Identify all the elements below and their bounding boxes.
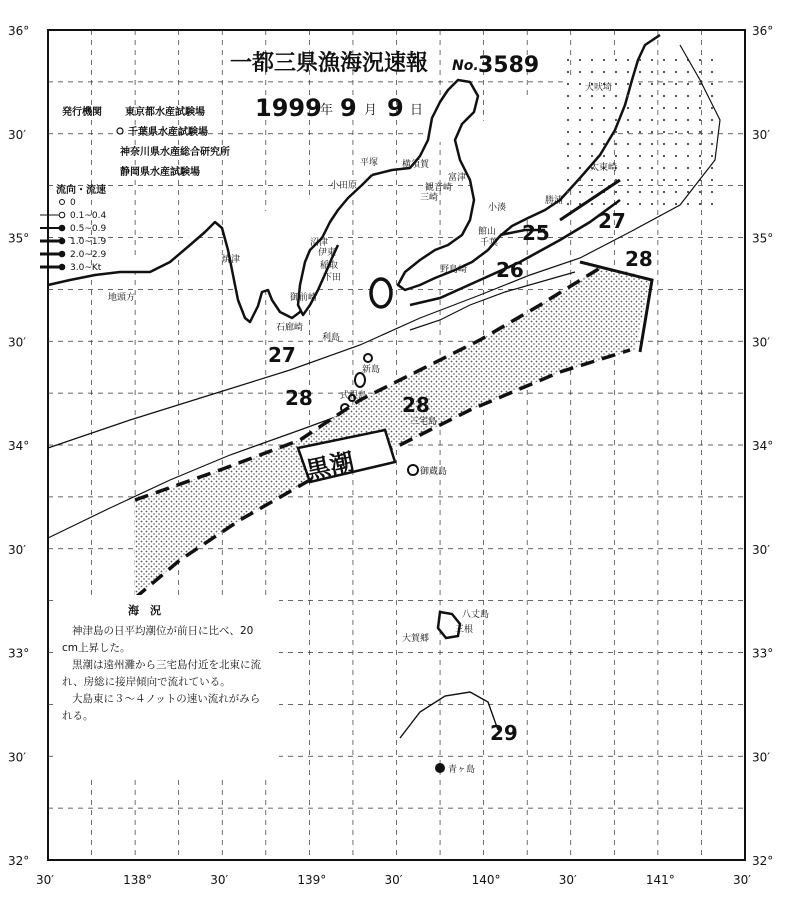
shelf-dot	[699, 83, 701, 85]
shelf-dot	[699, 203, 701, 205]
report-no-prefix: No.	[452, 58, 479, 74]
place-label: 沼津	[310, 238, 329, 248]
lon-label-bottom: 30′	[36, 873, 54, 887]
shelf-dot	[639, 179, 641, 181]
shelf-dot	[615, 107, 617, 109]
legend-item: 1.0~1.9	[70, 237, 107, 247]
place-label: 青ヶ島	[448, 765, 476, 775]
place-label: 三宅島	[410, 417, 438, 427]
shelf-dot	[699, 71, 701, 73]
shelf-dot	[711, 107, 713, 109]
shelf-dot	[567, 119, 569, 121]
place-label: 三根	[455, 625, 474, 635]
conditions-line: cm上昇した。	[62, 642, 131, 654]
legend-item: 0.1~0.4	[70, 211, 107, 221]
shelf-dot	[627, 95, 629, 97]
shelf-dot	[603, 179, 605, 181]
shelf-dot	[651, 191, 653, 193]
lat-label-left: 30′	[8, 127, 26, 142]
place-label: 稲取	[320, 261, 339, 271]
shelf-dot	[627, 143, 629, 145]
shelf-dot	[639, 107, 641, 109]
shelf-dot	[651, 155, 653, 157]
isotherm-28-center-label: 28	[402, 393, 430, 417]
shelf-dot	[639, 191, 641, 193]
shelf-dot	[579, 95, 581, 97]
place-label: 焼津	[222, 255, 241, 265]
shelf-dot	[579, 179, 581, 181]
shelf-dot	[699, 119, 701, 121]
place-label: 富津	[448, 173, 467, 183]
shelf-dot	[639, 119, 641, 121]
shelf-dot	[627, 119, 629, 121]
place-label: 伊東	[318, 248, 337, 258]
shelf-dot	[627, 71, 629, 73]
shelf-dot	[675, 95, 677, 97]
shelf-dot	[711, 191, 713, 193]
shelf-dot	[603, 203, 605, 205]
shelf-dot	[663, 59, 665, 61]
shelf-dot	[651, 119, 653, 121]
shelf-dot	[651, 167, 653, 169]
lat-label-right: 35°	[752, 231, 774, 246]
shelf-dot	[675, 119, 677, 121]
shelf-dot	[603, 71, 605, 73]
conditions-line: れ、房総に接岸傾向で流れている。	[62, 676, 231, 688]
date-month-unit: 月	[364, 103, 378, 118]
shelf-dot	[603, 131, 605, 133]
shelf-dot	[591, 143, 593, 145]
isotherm-29-label: 29	[490, 721, 518, 745]
lat-label-left: 30′	[8, 542, 26, 557]
shelf-dot	[615, 95, 617, 97]
island-toshima	[364, 354, 372, 362]
shelf-dot	[663, 167, 665, 169]
place-label: 地頭方	[108, 293, 136, 303]
conditions-line: 大島東に３～４ノットの速い流れがみら	[72, 693, 261, 705]
shelf-dot	[579, 143, 581, 145]
shelf-dot	[699, 131, 701, 133]
shelf-dot	[639, 155, 641, 157]
place-label: 観音崎	[425, 183, 453, 193]
place-label: 石廊崎	[276, 323, 304, 333]
legend-item: 0	[70, 198, 76, 208]
shelf-dot	[591, 59, 593, 61]
shelf-dot	[711, 59, 713, 61]
shelf-dot	[639, 71, 641, 73]
conditions-line: 黒潮は遠州灘から三宅島付近を北東に流	[72, 659, 261, 671]
legend-symbol-head	[59, 251, 65, 257]
shelf-dot	[567, 71, 569, 73]
shelf-dot	[627, 191, 629, 193]
place-label: 小湊	[488, 203, 507, 213]
shelf-dot	[663, 95, 665, 97]
map-title: 一都三県漁海況速報	[230, 51, 429, 76]
shelf-dot	[675, 203, 677, 205]
shelf-dot	[591, 119, 593, 121]
shelf-dot	[651, 83, 653, 85]
place-label: 新島	[362, 365, 381, 375]
shelf-dot	[663, 203, 665, 205]
date-month: 9	[340, 94, 357, 122]
shelf-dot	[579, 191, 581, 193]
shelf-dot	[663, 143, 665, 145]
shelf-dot	[639, 131, 641, 133]
shelf-dot	[675, 107, 677, 109]
shelf-dot	[615, 83, 617, 85]
shelf-dot	[591, 107, 593, 109]
shelf-dot	[591, 95, 593, 97]
place-label: 三崎	[420, 193, 439, 203]
shelf-dot	[567, 155, 569, 157]
shelf-dot	[711, 119, 713, 121]
shelf-dot	[711, 131, 713, 133]
shelf-dot	[627, 167, 629, 169]
place-label: 犬吠埼	[585, 83, 613, 93]
shelf-dot	[711, 203, 713, 205]
shelf-dot	[579, 131, 581, 133]
legend-item: 0.5~0.9	[70, 224, 107, 234]
place-label: 御前崎	[290, 293, 318, 303]
shelf-dot	[699, 95, 701, 97]
shelf-dot	[627, 131, 629, 133]
place-label: 大賀郷	[402, 634, 430, 644]
shelf-dot	[687, 167, 689, 169]
kuroshio-label: 黒潮	[303, 447, 357, 485]
shelf-dot	[627, 155, 629, 157]
place-label: 勝浦	[545, 196, 564, 206]
shelf-dot	[627, 179, 629, 181]
island-oshima	[371, 279, 391, 307]
lat-label-right: 30′	[752, 127, 770, 142]
shelf-dot	[651, 71, 653, 73]
shelf-dot	[699, 143, 701, 145]
shelf-dot	[675, 131, 677, 133]
shelf-dot	[675, 59, 677, 61]
shelf-dot	[567, 167, 569, 169]
shelf-dot	[567, 131, 569, 133]
shelf-dot	[675, 191, 677, 193]
legend-title: 流向・流速	[56, 185, 106, 196]
shelf-dot	[639, 95, 641, 97]
lon-label-bottom: 30′	[384, 873, 403, 887]
shelf-dot	[663, 119, 665, 121]
shelf-dot	[675, 143, 677, 145]
shelf-dot	[651, 59, 653, 61]
lat-label-right: 34°	[752, 439, 774, 453]
shelf-dot	[663, 155, 665, 157]
shelf-dot	[579, 71, 581, 73]
shelf-dot	[567, 191, 569, 193]
shelf-dot	[615, 191, 617, 193]
shelf-dot	[567, 95, 569, 97]
shelf-dot	[651, 143, 653, 145]
shelf-dot	[675, 167, 677, 169]
shelf-dot	[711, 143, 713, 145]
issuer-kanagawa: 神奈川県水産総合研究所	[120, 147, 230, 158]
lat-label-right: 30′	[752, 335, 770, 350]
place-label: 平塚	[360, 158, 379, 168]
shelf-dot	[579, 167, 581, 169]
shelf-dot	[699, 107, 701, 109]
issuer-shizuoka: 静岡県水産試験場	[120, 167, 200, 178]
lat-label-left: 33°	[8, 646, 30, 661]
shelf-dot	[651, 131, 653, 133]
shelf-dot	[687, 119, 689, 121]
shelf-dot	[699, 59, 701, 61]
lon-label-bottom: 139°	[297, 873, 327, 887]
shelf-dot	[627, 59, 629, 61]
shelf-dot	[567, 143, 569, 145]
shelf-dot	[615, 131, 617, 133]
shelf-dot	[615, 143, 617, 145]
shelf-dot	[663, 71, 665, 73]
shelf-dot	[711, 179, 713, 181]
island-mikurajima	[408, 465, 418, 475]
legend-item: 3.0~Kt	[70, 263, 102, 273]
shelf-dot	[675, 83, 677, 85]
shelf-dot	[615, 119, 617, 121]
issuer-chiba-marker	[117, 128, 123, 134]
lon-label-bottom: 138°	[123, 873, 153, 887]
lat-label-left: 36°	[8, 24, 30, 38]
lat-label-left: 35°	[8, 231, 30, 246]
island-niijima	[355, 373, 365, 387]
place-label: 御蔵島	[420, 467, 448, 477]
shelf-dot	[627, 203, 629, 205]
isotherm-28-east-label: 28	[625, 247, 653, 271]
shelf-dot	[591, 191, 593, 193]
lon-label-bottom: 141°	[645, 873, 675, 887]
shelf-dot	[663, 83, 665, 85]
isotherm-26-label: 26	[496, 258, 524, 282]
island-aogashima	[436, 764, 444, 772]
conditions-heading: 海 況	[128, 604, 161, 617]
shelf-dot	[699, 191, 701, 193]
shelf-dot	[663, 191, 665, 193]
shelf-dot	[567, 107, 569, 109]
lat-label-left: 30′	[8, 750, 26, 765]
legend-symbol-head	[59, 212, 65, 218]
shelf-dot	[591, 203, 593, 205]
shelf-dot	[603, 119, 605, 121]
lat-label-right: 30′	[752, 750, 770, 765]
shelf-dot	[603, 107, 605, 109]
lon-label-bottom: 30′	[733, 873, 751, 887]
place-label: 八丈島	[462, 610, 490, 620]
shelf-dot	[591, 71, 593, 73]
shelf-dot	[711, 83, 713, 85]
shelf-dot	[651, 179, 653, 181]
shelf-dot	[603, 143, 605, 145]
shelf-dot	[639, 59, 641, 61]
shelf-dot	[687, 83, 689, 85]
shelf-dot	[639, 167, 641, 169]
shelf-dot	[567, 203, 569, 205]
shelf-dot	[615, 71, 617, 73]
shelf-dot	[711, 71, 713, 73]
legend-symbol-head	[59, 264, 65, 270]
legend-symbol-head	[59, 238, 65, 244]
lat-label-right: 32°	[752, 854, 774, 868]
shelf-dot	[663, 131, 665, 133]
shelf-dot	[687, 143, 689, 145]
shelf-dot	[579, 155, 581, 157]
lat-label-left: 32°	[8, 854, 30, 868]
conditions-line: れる。	[62, 710, 94, 722]
lon-label-bottom: 140°	[471, 873, 501, 887]
place-label: 式根島	[340, 391, 368, 401]
shelf-dot	[603, 59, 605, 61]
shelf-dot	[639, 83, 641, 85]
shelf-dot	[567, 83, 569, 85]
place-label: 太東崎	[590, 163, 618, 173]
lon-label-bottom: 30′	[210, 873, 229, 887]
lat-label-left: 34°	[8, 439, 30, 453]
shelf-dot	[651, 107, 653, 109]
lat-label-right: 33°	[752, 646, 774, 661]
shelf-dot	[567, 179, 569, 181]
lat-label-right: 36°	[752, 24, 774, 38]
shelf-dot	[639, 143, 641, 145]
date-day: 9	[387, 94, 404, 122]
date-day-unit: 日	[410, 103, 424, 118]
date-year-unit: 年	[320, 103, 334, 118]
place-label: 下田	[323, 273, 342, 283]
shelf-dot	[651, 203, 653, 205]
shelf-dot	[687, 71, 689, 73]
place-label: 千葉	[480, 238, 499, 248]
isotherm-28-west-label: 28	[285, 386, 313, 410]
place-label: 館山	[478, 227, 497, 237]
shelf-dot	[615, 59, 617, 61]
lat-label-right: 30′	[752, 542, 770, 557]
legend-symbol	[60, 200, 65, 205]
place-label: 小田原	[330, 181, 358, 191]
shelf-dot	[579, 119, 581, 121]
place-label: 野島崎	[440, 265, 468, 275]
shelf-dot	[675, 71, 677, 73]
shelf-dot	[603, 155, 605, 157]
report-number: 3589	[478, 53, 540, 78]
shelf-dot	[675, 155, 677, 157]
shelf-dot	[711, 155, 713, 157]
shelf-dot	[603, 95, 605, 97]
shelf-dot	[651, 95, 653, 97]
shelf-dot	[699, 155, 701, 157]
shelf-dot	[687, 131, 689, 133]
shelf-dot	[579, 107, 581, 109]
shelf-dot	[687, 155, 689, 157]
shelf-dot	[687, 107, 689, 109]
lon-label-bottom: 30′	[558, 873, 577, 887]
shelf-dot	[687, 179, 689, 181]
shelf-dot	[639, 203, 641, 205]
shelf-dot	[567, 59, 569, 61]
shelf-dot	[687, 203, 689, 205]
conditions-line: 神津島の日平均潮位が前日に比べ、20	[72, 625, 254, 637]
shelf-dot	[627, 107, 629, 109]
issuers-heading: 発行機関	[62, 107, 102, 118]
shelf-dot	[663, 107, 665, 109]
shelf-dot	[663, 179, 665, 181]
isotherm-27-west-label: 27	[268, 343, 296, 367]
shelf-dot	[711, 95, 713, 97]
shelf-dot	[627, 83, 629, 85]
shelf-dot	[699, 167, 701, 169]
issuer-tokyo: 東京都水産試験場	[125, 107, 205, 118]
shelf-dot	[591, 155, 593, 157]
issuer-chiba: 千葉県水産試験場	[128, 127, 208, 138]
shelf-dot	[591, 179, 593, 181]
shelf-dot	[579, 83, 581, 85]
lat-label-left: 30′	[8, 335, 26, 350]
shelf-dot	[675, 179, 677, 181]
place-label: 横須賀	[402, 160, 430, 170]
shelf-dot	[579, 59, 581, 61]
date-year: 1999	[255, 94, 322, 122]
legend-symbol-head	[59, 225, 65, 231]
shelf-dot	[591, 131, 593, 133]
isotherm-27-east-label: 27	[598, 209, 626, 233]
shelf-dot	[687, 95, 689, 97]
isotherm-25-label: 25	[522, 221, 550, 245]
shelf-dot	[711, 167, 713, 169]
shelf-dot	[615, 155, 617, 157]
legend-item: 2.0~2.9	[70, 250, 107, 260]
place-label: 利島	[322, 333, 341, 343]
